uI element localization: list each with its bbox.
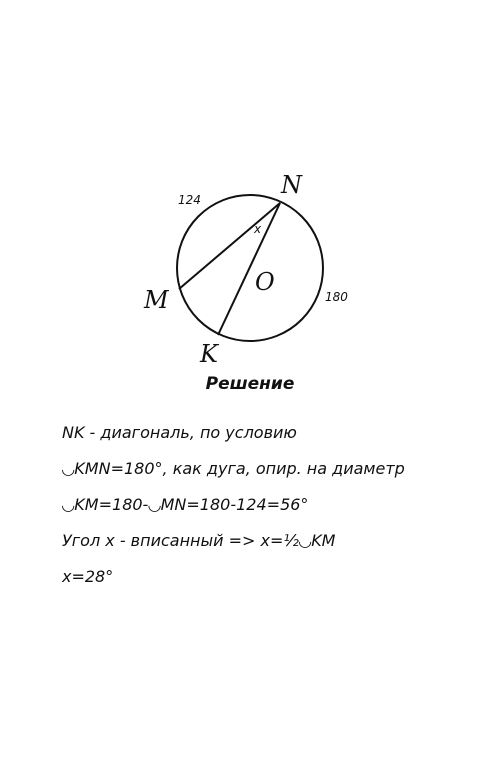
solution-line-2: ◡KMN=180°, как дуга, опир. на диаметр bbox=[62, 459, 405, 478]
solution-line-5: x=28° bbox=[62, 567, 114, 586]
solution-line-4: Угол x - вписанный => x=½◡KM bbox=[62, 531, 336, 550]
solution-title: Решение bbox=[205, 374, 295, 394]
arc-label-nk: 180 bbox=[325, 290, 348, 304]
point-label-n: N bbox=[281, 171, 302, 199]
arc-label-mn: 124 bbox=[178, 193, 201, 207]
angle-label-x: x bbox=[254, 222, 262, 236]
point-label-m: M bbox=[144, 286, 169, 314]
center-label-o: O bbox=[255, 268, 275, 296]
solution-line-1: NK - диагональ, по условию bbox=[62, 423, 297, 442]
solution-lines bbox=[62, 420, 405, 600]
solution-line-3: ◡KM=180-◡MN=180-124=56° bbox=[62, 495, 309, 514]
circle-diagram bbox=[0, 0, 500, 370]
point-label-k: K bbox=[200, 340, 218, 368]
